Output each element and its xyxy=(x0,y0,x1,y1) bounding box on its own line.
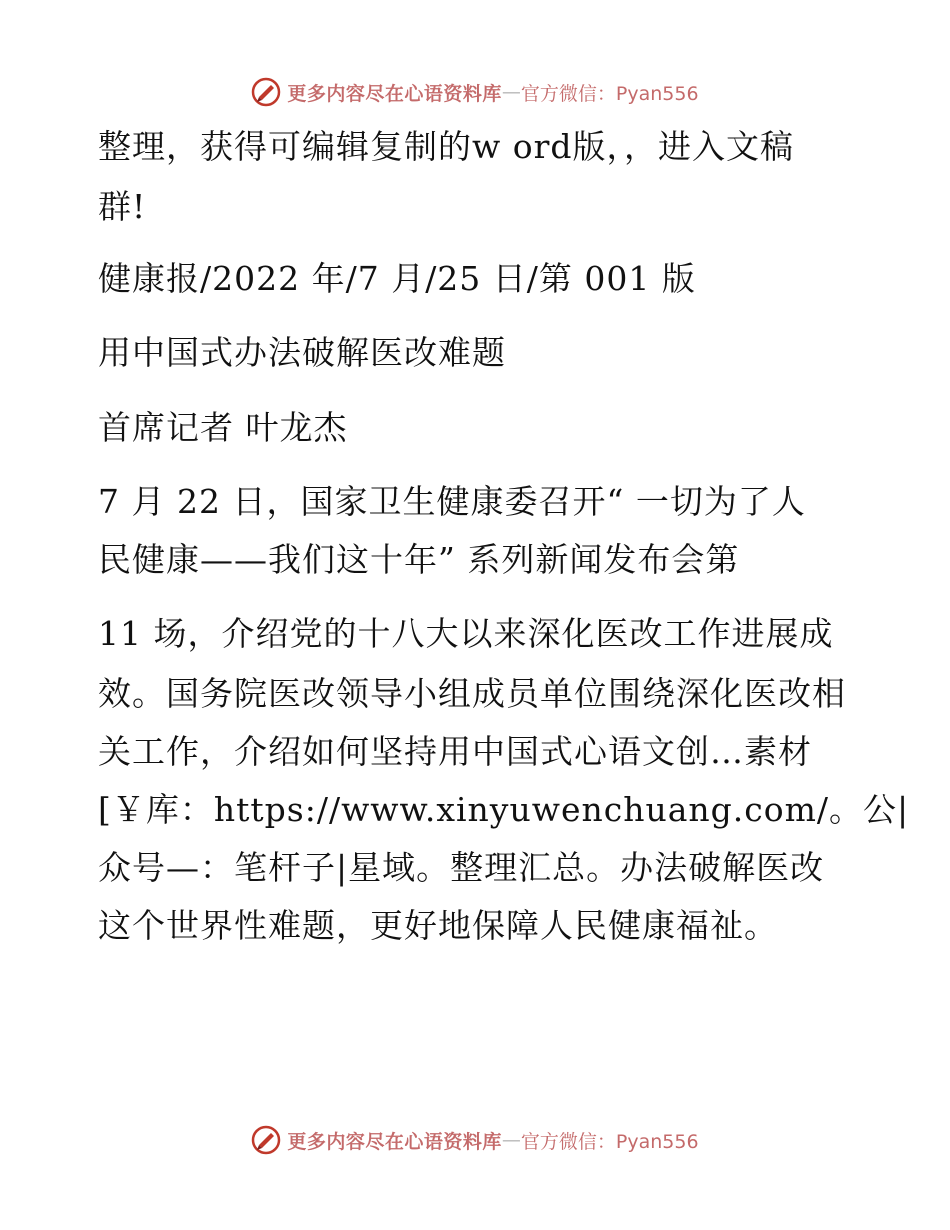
text-line: 民健康——我们这十年” 系列新闻发布会第 xyxy=(98,540,740,579)
text-line: 整理，获得可编辑复制的w ord版，，进入文稿 xyxy=(98,127,795,166)
watermark-contact-text: 官方微信：Pyan556 xyxy=(520,1130,699,1153)
watermark-separator: — xyxy=(501,81,521,103)
watermark-main-text: 更多内容尽在心语资料库 xyxy=(287,1130,502,1153)
watermark-footer xyxy=(0,1120,950,1160)
watermark-header xyxy=(0,72,950,112)
text-line: 众号—：笔杆子|星域。整理汇总。办法破解医改 xyxy=(98,848,825,887)
text-line: [￥库：https://www.xinyuwenchuang.com/。公| xyxy=(98,790,910,829)
article-title: 用中国式办法破解医改难题 xyxy=(98,333,506,372)
text-line: 11 场，介绍党的十八大以来深化医改工作进展成 xyxy=(98,614,834,653)
author-line: 首席记者 叶龙杰 xyxy=(98,408,348,447)
text-line: 这个世界性难题，更好地保障人民健康福祉。 xyxy=(98,906,778,945)
text-line: 7 月 22 日，国家卫生健康委召开“ 一切为了人 xyxy=(98,482,806,521)
source-line: 健康报/2022 年/7 月/25 日/第 001 版 xyxy=(98,259,696,298)
watermark-contact-text: 官方微信：Pyan556 xyxy=(520,82,699,105)
watermark-main-text: 更多内容尽在心语资料库 xyxy=(287,82,502,105)
text-line: 群! xyxy=(98,187,147,226)
brand-logo-icon xyxy=(251,1125,281,1155)
brand-logo-icon xyxy=(251,77,281,107)
text-line: 关工作，介绍如何坚持用中国式心语文创…素材 xyxy=(98,732,812,771)
text-line: 效。国务院医改领导小组成员单位围绕深化医改相 xyxy=(98,674,846,713)
watermark-separator: — xyxy=(501,1129,521,1151)
